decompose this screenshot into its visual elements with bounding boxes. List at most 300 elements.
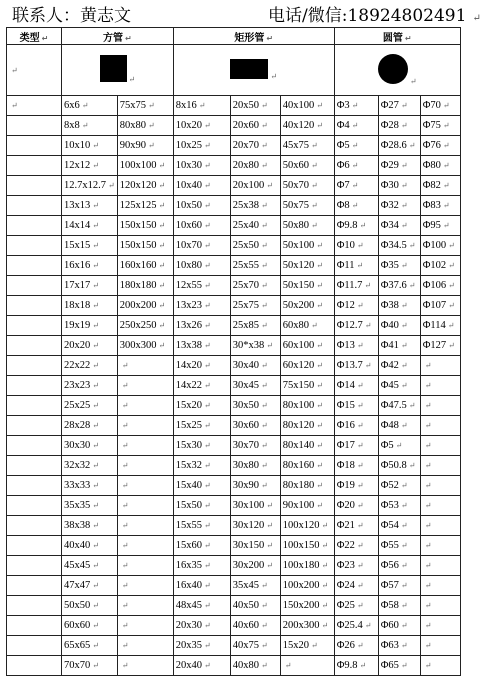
spec-cell: 30x50 ↵ <box>230 396 280 416</box>
spec-cell: Φ21 ↵ <box>334 516 378 536</box>
spec-cell: 50x120 ↵ <box>280 256 334 276</box>
spec-cell: 32x32 ↵ <box>62 456 118 476</box>
spec-cell: Φ76 ↵ <box>420 136 460 156</box>
spec-cell: 15x50 ↵ <box>173 496 230 516</box>
spec-cell: Φ10 ↵ <box>334 236 378 256</box>
spec-cell: Φ17 ↵ <box>334 436 378 456</box>
table-row <box>7 636 461 656</box>
spec-cell: Φ15 ↵ <box>334 396 378 416</box>
spec-cell: 40x60 ↵ <box>230 616 280 636</box>
type-cell <box>7 196 62 216</box>
spec-cell: 30x120 ↵ <box>230 516 280 536</box>
spec-cell: 200x300 ↵ <box>280 616 334 636</box>
spec-cell: 25x85 ↵ <box>230 316 280 336</box>
spec-cell: 30x150 ↵ <box>230 536 280 556</box>
table-row <box>7 356 461 376</box>
spec-cell: 20x50 ↵ <box>230 96 280 116</box>
round-tube-icon <box>378 54 408 84</box>
spec-cell: 25x38 ↵ <box>230 196 280 216</box>
header-type: 类型 ↵ <box>7 28 62 45</box>
table-row <box>7 496 461 516</box>
spec-cell: Φ14 ↵ <box>334 376 378 396</box>
spec-cell: 50x200 ↵ <box>280 296 334 316</box>
table-row <box>7 276 461 296</box>
square-tube-cell: ↵ <box>62 45 174 96</box>
spec-cell: 15x20 ↵ <box>173 396 230 416</box>
spec-cell: 12x55 ↵ <box>173 276 230 296</box>
spec-cell: Φ16 ↵ <box>334 416 378 436</box>
spec-cell: 15x60 ↵ <box>173 536 230 556</box>
table-row <box>7 556 461 576</box>
spec-cell: ↵ <box>420 376 460 396</box>
spec-cell: 22x22 ↵ <box>62 356 118 376</box>
spec-cell: 10x50 ↵ <box>173 196 230 216</box>
spec-cell: 180x180 ↵ <box>117 276 173 296</box>
round-tube-cell: ↵ <box>334 45 460 96</box>
shape-row <box>7 45 461 96</box>
spec-cell: Φ56 ↵ <box>378 556 420 576</box>
spec-cell: Φ100 ↵ <box>420 236 460 256</box>
table-row <box>7 416 461 436</box>
spec-cell: Φ54 ↵ <box>378 516 420 536</box>
spec-cell: 15x32 ↵ <box>173 456 230 476</box>
spec-cell: Φ53 ↵ <box>378 496 420 516</box>
spec-cell: Φ83 ↵ <box>420 196 460 216</box>
header-row <box>7 28 461 45</box>
spec-cell: 15x30 ↵ <box>173 436 230 456</box>
spec-cell: 40x80 ↵ <box>230 656 280 676</box>
spec-cell: 13x26 ↵ <box>173 316 230 336</box>
table-row <box>7 336 461 356</box>
spec-cell: Φ26 ↵ <box>334 636 378 656</box>
spec-cell: Φ80 ↵ <box>420 156 460 176</box>
spec-cell: 16x35 ↵ <box>173 556 230 576</box>
spec-cell: 30x90 ↵ <box>230 476 280 496</box>
spec-cell: 6x6 ↵ <box>62 96 118 116</box>
spec-cell: Φ38 ↵ <box>378 296 420 316</box>
spec-cell: 10x70 ↵ <box>173 236 230 256</box>
spec-cell: 125x125 ↵ <box>117 196 173 216</box>
spec-cell: 47x47 ↵ <box>62 576 118 596</box>
header-round-tube: 圆管 ↵ <box>334 28 460 45</box>
spec-cell: 20x40 ↵ <box>173 656 230 676</box>
spec-cell: 13x38 ↵ <box>173 336 230 356</box>
spec-cell: ↵ <box>117 436 173 456</box>
spec-cell: 25x70 ↵ <box>230 276 280 296</box>
spec-cell: Φ6 ↵ <box>334 156 378 176</box>
spec-cell: Φ60 ↵ <box>378 616 420 636</box>
spec-cell: ↵ <box>420 536 460 556</box>
paragraph-mark-icon: ↵ <box>472 13 481 24</box>
spec-cell: 100x200 ↵ <box>280 576 334 596</box>
spec-cell: Φ48 ↵ <box>378 416 420 436</box>
spec-cell: 25x25 ↵ <box>62 396 118 416</box>
spec-cell: 16x16 ↵ <box>62 256 118 276</box>
spec-cell: 50x100 ↵ <box>280 236 334 256</box>
spec-cell: Φ3 ↵ <box>334 96 378 116</box>
spec-cell: 30x200 ↵ <box>230 556 280 576</box>
spec-cell: Φ5 ↵ <box>334 136 378 156</box>
square-tube-icon <box>100 55 127 82</box>
table-row <box>7 156 461 176</box>
spec-cell: ↵ <box>420 516 460 536</box>
spec-cell: Φ12 ↵ <box>334 296 378 316</box>
spec-cell: Φ55 ↵ <box>378 536 420 556</box>
spec-cell: Φ9.8 ↵ <box>334 216 378 236</box>
type-cell <box>7 536 62 556</box>
shape-row-label: ↵ <box>7 45 62 96</box>
spec-cell: Φ95 ↵ <box>420 216 460 236</box>
spec-cell: 65x65 ↵ <box>62 636 118 656</box>
spec-cell: Φ50.8 ↵ <box>378 456 420 476</box>
spec-cell: Φ22 ↵ <box>334 536 378 556</box>
spec-cell: 14x22 ↵ <box>173 376 230 396</box>
spec-cell: ↵ <box>117 576 173 596</box>
spec-cell: 10x20 ↵ <box>173 116 230 136</box>
spec-cell: 250x250 ↵ <box>117 316 173 336</box>
spec-cell: 10x80 ↵ <box>173 256 230 276</box>
spec-cell: 150x150 ↵ <box>117 216 173 236</box>
table-row <box>7 176 461 196</box>
spec-cell: ↵ <box>420 616 460 636</box>
spec-cell: ↵ <box>117 496 173 516</box>
type-cell <box>7 476 62 496</box>
spec-cell: Φ13.7 ↵ <box>334 356 378 376</box>
spec-cell: 38x38 ↵ <box>62 516 118 536</box>
type-cell <box>7 456 62 476</box>
spec-cell: Φ20 ↵ <box>334 496 378 516</box>
table-row <box>7 456 461 476</box>
spec-cell: 40x75 ↵ <box>230 636 280 656</box>
spec-cell: 80x140 ↵ <box>280 436 334 456</box>
type-cell <box>7 496 62 516</box>
type-cell <box>7 636 62 656</box>
type-cell <box>7 156 62 176</box>
spec-cell: Φ65 ↵ <box>378 656 420 676</box>
spec-cell: 30*x38 ↵ <box>230 336 280 356</box>
type-cell <box>7 116 62 136</box>
spec-cell: Φ30 ↵ <box>378 176 420 196</box>
type-cell <box>7 256 62 276</box>
spec-cell: 48x45 ↵ <box>173 596 230 616</box>
spec-cell: 25x55 ↵ <box>230 256 280 276</box>
spec-cell: Φ70 ↵ <box>420 96 460 116</box>
type-cell <box>7 416 62 436</box>
spec-cell: ↵ <box>280 656 334 676</box>
type-cell <box>7 176 62 196</box>
spec-cell: 25x75 ↵ <box>230 296 280 316</box>
spec-cell: Φ27 ↵ <box>378 96 420 116</box>
spec-cell: ↵ <box>420 416 460 436</box>
spec-cell: Φ47.5 ↵ <box>378 396 420 416</box>
spec-cell: 40x40 ↵ <box>62 536 118 556</box>
spec-cell: 10x60 ↵ <box>173 216 230 236</box>
spec-cell: Φ19 ↵ <box>334 476 378 496</box>
spec-cell: ↵ <box>117 536 173 556</box>
spec-cell: ↵ <box>420 436 460 456</box>
spec-cell: 80x80 ↵ <box>117 116 173 136</box>
type-cell <box>7 596 62 616</box>
spec-cell: 50x50 ↵ <box>62 596 118 616</box>
type-cell <box>7 136 62 156</box>
spec-cell: 200x200 ↵ <box>117 296 173 316</box>
table-body <box>7 96 461 676</box>
spec-cell: Φ34.5 ↵ <box>378 236 420 256</box>
spec-cell: Φ13 ↵ <box>334 336 378 356</box>
spec-cell: 13x23 ↵ <box>173 296 230 316</box>
price-spec-table <box>6 27 461 676</box>
spec-cell: 18x18 ↵ <box>62 296 118 316</box>
type-cell <box>7 576 62 596</box>
type-cell <box>7 336 62 356</box>
spec-cell: 75x150 ↵ <box>280 376 334 396</box>
spec-cell: 50x80 ↵ <box>280 216 334 236</box>
spec-cell: Φ35 ↵ <box>378 256 420 276</box>
spec-cell: 20x70 ↵ <box>230 136 280 156</box>
spec-cell: 100x120 ↵ <box>280 516 334 536</box>
type-cell <box>7 216 62 236</box>
table-row <box>7 136 461 156</box>
spec-cell: 35x35 ↵ <box>62 496 118 516</box>
spec-cell: 20x30 ↵ <box>173 616 230 636</box>
spec-cell: 20x20 ↵ <box>62 336 118 356</box>
spec-cell: Φ40 ↵ <box>378 316 420 336</box>
spec-cell: ↵ <box>117 396 173 416</box>
contact-phone-text: 电话/微信:18924802491 <box>268 6 467 26</box>
spec-cell: 10x25 ↵ <box>173 136 230 156</box>
spec-cell: Φ28 ↵ <box>378 116 420 136</box>
table-row <box>7 596 461 616</box>
type-cell <box>7 396 62 416</box>
header-rect-tube: 矩形管 ↵ <box>173 28 334 45</box>
type-cell <box>7 296 62 316</box>
table-row <box>7 616 461 636</box>
spec-cell: 30x70 ↵ <box>230 436 280 456</box>
table-row <box>7 196 461 216</box>
spec-cell: 45x45 ↵ <box>62 556 118 576</box>
spec-cell: 35x45 ↵ <box>230 576 280 596</box>
spec-cell: 20x100 ↵ <box>230 176 280 196</box>
spec-cell: Φ4 ↵ <box>334 116 378 136</box>
spec-cell: 30x80 ↵ <box>230 456 280 476</box>
spec-cell: 70x70 ↵ <box>62 656 118 676</box>
spec-cell: 15x25 ↵ <box>173 416 230 436</box>
type-cell <box>7 376 62 396</box>
spec-cell: Φ28.6 ↵ <box>378 136 420 156</box>
spec-cell: 160x160 ↵ <box>117 256 173 276</box>
spec-cell: Φ107 ↵ <box>420 296 460 316</box>
spec-cell: Φ8 ↵ <box>334 196 378 216</box>
spec-cell: Φ102 ↵ <box>420 256 460 276</box>
spec-cell: Φ18 ↵ <box>334 456 378 476</box>
spec-cell: 10x40 ↵ <box>173 176 230 196</box>
spec-cell: Φ42 ↵ <box>378 356 420 376</box>
spec-cell: 30x100 ↵ <box>230 496 280 516</box>
spec-cell: 90x90 ↵ <box>117 136 173 156</box>
spec-cell: Φ25 ↵ <box>334 596 378 616</box>
spec-cell: 25x40 ↵ <box>230 216 280 236</box>
spec-cell: 30x40 ↵ <box>230 356 280 376</box>
spec-cell: Φ114 ↵ <box>420 316 460 336</box>
spec-cell: Φ24 ↵ <box>334 576 378 596</box>
spec-cell: 17x17 ↵ <box>62 276 118 296</box>
spec-cell: ↵ <box>420 476 460 496</box>
spec-cell: Φ52 ↵ <box>378 476 420 496</box>
spec-cell: 100x150 ↵ <box>280 536 334 556</box>
spec-cell: Φ25.4 ↵ <box>334 616 378 636</box>
type-cell <box>7 236 62 256</box>
spec-cell: 100x180 ↵ <box>280 556 334 576</box>
spec-cell: Φ57 ↵ <box>378 576 420 596</box>
table-row <box>7 516 461 536</box>
table-row <box>7 216 461 236</box>
spec-cell: ↵ <box>420 556 460 576</box>
spec-cell: 13x13 ↵ <box>62 196 118 216</box>
spec-cell: ↵ <box>117 476 173 496</box>
spec-cell: 120x120 ↵ <box>117 176 173 196</box>
spec-cell: ↵ <box>117 516 173 536</box>
spec-cell: 300x300 ↵ <box>117 336 173 356</box>
spec-cell: 25x50 ↵ <box>230 236 280 256</box>
type-cell <box>7 616 62 636</box>
spec-cell: 20x35 ↵ <box>173 636 230 656</box>
table-row <box>7 116 461 136</box>
table-row <box>7 256 461 276</box>
spec-cell: 8x8 ↵ <box>62 116 118 136</box>
table-row <box>7 236 461 256</box>
spec-cell: 150x200 ↵ <box>280 596 334 616</box>
type-cell <box>7 656 62 676</box>
table-row <box>7 476 461 496</box>
spec-cell: 8x16 ↵ <box>173 96 230 116</box>
spec-cell: ↵ <box>117 556 173 576</box>
contact-header <box>0 0 500 26</box>
spec-cell: Φ75 ↵ <box>420 116 460 136</box>
spec-cell: 12.7x12.7 ↵ <box>62 176 118 196</box>
spec-cell: 80x160 ↵ <box>280 456 334 476</box>
spec-cell: Φ5 ↵ <box>378 436 420 456</box>
spec-cell: ↵ <box>420 456 460 476</box>
table-row <box>7 376 461 396</box>
table-row <box>7 656 461 676</box>
spec-cell: Φ32 ↵ <box>378 196 420 216</box>
spec-cell: ↵ <box>117 356 173 376</box>
spec-cell: 33x33 ↵ <box>62 476 118 496</box>
spec-cell: Φ106 ↵ <box>420 276 460 296</box>
spec-cell: 60x120 ↵ <box>280 356 334 376</box>
type-cell: ↵ <box>7 96 62 116</box>
spec-cell: 16x40 ↵ <box>173 576 230 596</box>
spec-cell: ↵ <box>117 456 173 476</box>
spec-cell: Φ82 ↵ <box>420 176 460 196</box>
spec-cell: 80x120 ↵ <box>280 416 334 436</box>
spec-cell: Φ41 ↵ <box>378 336 420 356</box>
spec-cell: 90x100 ↵ <box>280 496 334 516</box>
spec-cell: 30x30 ↵ <box>62 436 118 456</box>
spec-cell: 40x100 ↵ <box>280 96 334 116</box>
spec-cell: ↵ <box>420 396 460 416</box>
spec-cell: 20x80 ↵ <box>230 156 280 176</box>
type-cell <box>7 316 62 336</box>
spec-cell: Φ11.7 ↵ <box>334 276 378 296</box>
spec-cell: ↵ <box>117 616 173 636</box>
spec-cell: ↵ <box>117 416 173 436</box>
spec-cell: ↵ <box>117 656 173 676</box>
spec-cell: 80x100 ↵ <box>280 396 334 416</box>
spec-cell: 15x15 ↵ <box>62 236 118 256</box>
spec-cell: 50x60 ↵ <box>280 156 334 176</box>
spec-cell: Φ23 ↵ <box>334 556 378 576</box>
spec-cell: 10x10 ↵ <box>62 136 118 156</box>
spec-cell: Φ7 ↵ <box>334 176 378 196</box>
spec-cell: 40x50 ↵ <box>230 596 280 616</box>
spec-cell: 14x20 ↵ <box>173 356 230 376</box>
table-row <box>7 576 461 596</box>
contact-person: 联系人：黄志文 <box>12 6 131 26</box>
spec-cell: Φ9.8 ↵ <box>334 656 378 676</box>
type-cell <box>7 356 62 376</box>
header-square-tube: 方管 ↵ <box>62 28 174 45</box>
spec-cell: 50x150 ↵ <box>280 276 334 296</box>
type-cell <box>7 436 62 456</box>
spec-cell: 30x45 ↵ <box>230 376 280 396</box>
spec-cell: Φ12.7 ↵ <box>334 316 378 336</box>
spec-cell: 14x14 ↵ <box>62 216 118 236</box>
table-row <box>7 296 461 316</box>
spec-cell: 80x180 ↵ <box>280 476 334 496</box>
spec-cell: Φ34 ↵ <box>378 216 420 236</box>
spec-cell: ↵ <box>117 596 173 616</box>
spec-cell: 20x60 ↵ <box>230 116 280 136</box>
spec-cell: ↵ <box>420 356 460 376</box>
spec-cell: 23x23 ↵ <box>62 376 118 396</box>
spec-cell: 45x75 ↵ <box>280 136 334 156</box>
table-row <box>7 436 461 456</box>
table-row <box>7 96 461 116</box>
spec-cell: 60x80 ↵ <box>280 316 334 336</box>
spec-cell: Φ58 ↵ <box>378 596 420 616</box>
spec-cell: Φ37.6 ↵ <box>378 276 420 296</box>
spec-cell: Φ63 ↵ <box>378 636 420 656</box>
spec-cell: Φ45 ↵ <box>378 376 420 396</box>
spec-cell: 30x60 ↵ <box>230 416 280 436</box>
spec-cell: 60x100 ↵ <box>280 336 334 356</box>
spec-cell: 40x120 ↵ <box>280 116 334 136</box>
table-row <box>7 396 461 416</box>
spec-cell: 75x75 ↵ <box>117 96 173 116</box>
type-cell <box>7 276 62 296</box>
spec-cell: 28x28 ↵ <box>62 416 118 436</box>
spec-cell: ↵ <box>117 636 173 656</box>
type-cell <box>7 556 62 576</box>
spec-cell: 15x20 ↵ <box>280 636 334 656</box>
spec-cell: 19x19 ↵ <box>62 316 118 336</box>
table-row <box>7 316 461 336</box>
type-cell <box>7 516 62 536</box>
rect-tube-icon <box>230 59 268 79</box>
spec-cell: 15x40 ↵ <box>173 476 230 496</box>
spec-cell: 60x60 ↵ <box>62 616 118 636</box>
spec-cell: ↵ <box>420 576 460 596</box>
table-row <box>7 536 461 556</box>
spec-cell: 15x55 ↵ <box>173 516 230 536</box>
spec-cell: ↵ <box>117 376 173 396</box>
spec-cell: ↵ <box>420 636 460 656</box>
spec-cell: 12x12 ↵ <box>62 156 118 176</box>
spec-cell: Φ11 ↵ <box>334 256 378 276</box>
spec-cell: 50x70 ↵ <box>280 176 334 196</box>
rect-tube-cell: ↵ <box>173 45 334 96</box>
